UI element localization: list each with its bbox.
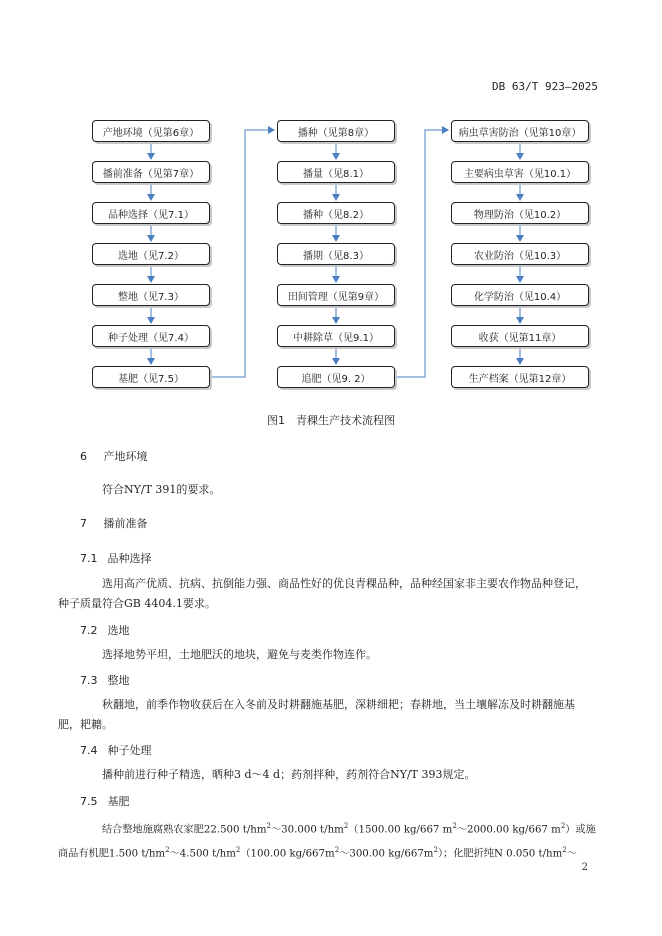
section-heading-7-1 — [80, 550, 152, 566]
text-line: 选用高产优质、抗病、抗倒能力强、商品性好的优良青稞品种，品种经国家非主要农作物品种登记， — [102, 577, 586, 590]
flow-box: 农业防治（见10.3） — [451, 243, 589, 265]
section-title: 种子处理 — [107, 744, 152, 757]
section-text — [58, 695, 600, 735]
document-header-id: DB 63/T 923—2025 — [492, 80, 598, 93]
section-title: 品种选择 — [107, 552, 152, 565]
figure-caption: 图1 青稞生产技术流程图 — [267, 414, 395, 427]
flow-box: 整地（见7.3） — [92, 284, 210, 306]
section-number: 6 — [80, 450, 87, 463]
section-heading-6 — [80, 448, 148, 464]
section-heading-7-3 — [80, 672, 130, 688]
flow-box: 播种（见第8章） — [277, 120, 395, 142]
flow-box: 播种（见8.2） — [277, 202, 395, 224]
flow-box: 追肥（见9. 2） — [277, 366, 395, 388]
flow-box: 主要病虫草害（见10.1） — [451, 161, 589, 183]
section-number: 7.5 — [80, 795, 98, 808]
section-number: 7.3 — [80, 674, 98, 687]
flow-box: 播前准备（见第7章） — [92, 161, 210, 183]
flow-box: 收获（见第11章） — [451, 325, 589, 347]
section-text: 符合NY/T 391的要求。 — [102, 483, 221, 496]
text-line: 肥，耙耱。 — [58, 718, 113, 731]
flow-box: 物理防治（见10.2） — [451, 202, 589, 224]
section-title: 基肥 — [107, 795, 130, 808]
section-heading-7-5 — [80, 793, 130, 809]
flow-box: 品种选择（见7.1） — [92, 202, 210, 224]
flow-box: 化学防治（见10.4） — [451, 284, 589, 306]
flow-box: 生产档案（见第12章） — [451, 366, 589, 388]
section-title: 选地 — [107, 624, 130, 637]
flow-box: 基肥（见7.5） — [92, 366, 210, 388]
flowchart — [0, 0, 662, 400]
section-title: 播前准备 — [103, 517, 148, 530]
flow-box: 种子处理（见7.4） — [92, 325, 210, 347]
flow-box: 产地环境（见第6章） — [92, 120, 210, 142]
page-number: 2 — [581, 862, 588, 873]
flow-box: 病虫草害防治（见第10章） — [451, 120, 589, 142]
text-line: 商品有机肥1.500 $t/hm^2\sim 4.500$ $t/hm^2(100.00$ $kg/667m^2\sim 300.00$ $kg/667m^2$）；化肥折纯N 0.050 $t/hm^2\sim$ — [58, 846, 577, 860]
section-number: 7.1 — [80, 552, 98, 565]
section-heading-7-4 — [80, 742, 152, 758]
section-text — [58, 574, 600, 614]
section-title: 整地 — [107, 674, 130, 687]
flow-box: 播量（见8.1） — [277, 161, 395, 183]
text-line: 秋翻地，前季作物收获后在入冬前及时耕翻施基肥，深耕细耙；春耕地，当土壤解冻及时耕翻施基 — [102, 698, 575, 711]
section-number: 7.4 — [80, 744, 98, 757]
section-title: 产地环境 — [103, 450, 148, 463]
section-heading-7-2 — [80, 622, 130, 638]
text-line: 种子质量符合GB 4404.1要求。 — [58, 597, 216, 610]
flow-box: 播期（见8.3） — [277, 243, 395, 265]
section-heading-7 — [80, 515, 148, 531]
flow-box: 选地（见7.2） — [92, 243, 210, 265]
section-text: 播种前进行种子精选，晒种3 d～4 d；药剂拌种，药剂符合NY/T 393规定。 — [102, 768, 476, 781]
section-text — [58, 816, 605, 865]
section-text: 选择地势平坦，土地肥沃的地块，避免与麦类作物连作。 — [102, 648, 377, 661]
flow-box: 中耕除草（见9.1） — [277, 325, 395, 347]
section-number: 7.2 — [80, 624, 98, 637]
section-number: 7 — [80, 517, 87, 530]
flow-box: 田间管理（见第9章） — [277, 284, 395, 306]
text-line: 结合整地施腐熟农家肥22.500 $t/hm^2\sim 30.000$ $t/hm^2(1500.00$ kg/667 $m^2\sim 2000.00$ kg/667 $m^2$）或施 — [102, 822, 596, 836]
